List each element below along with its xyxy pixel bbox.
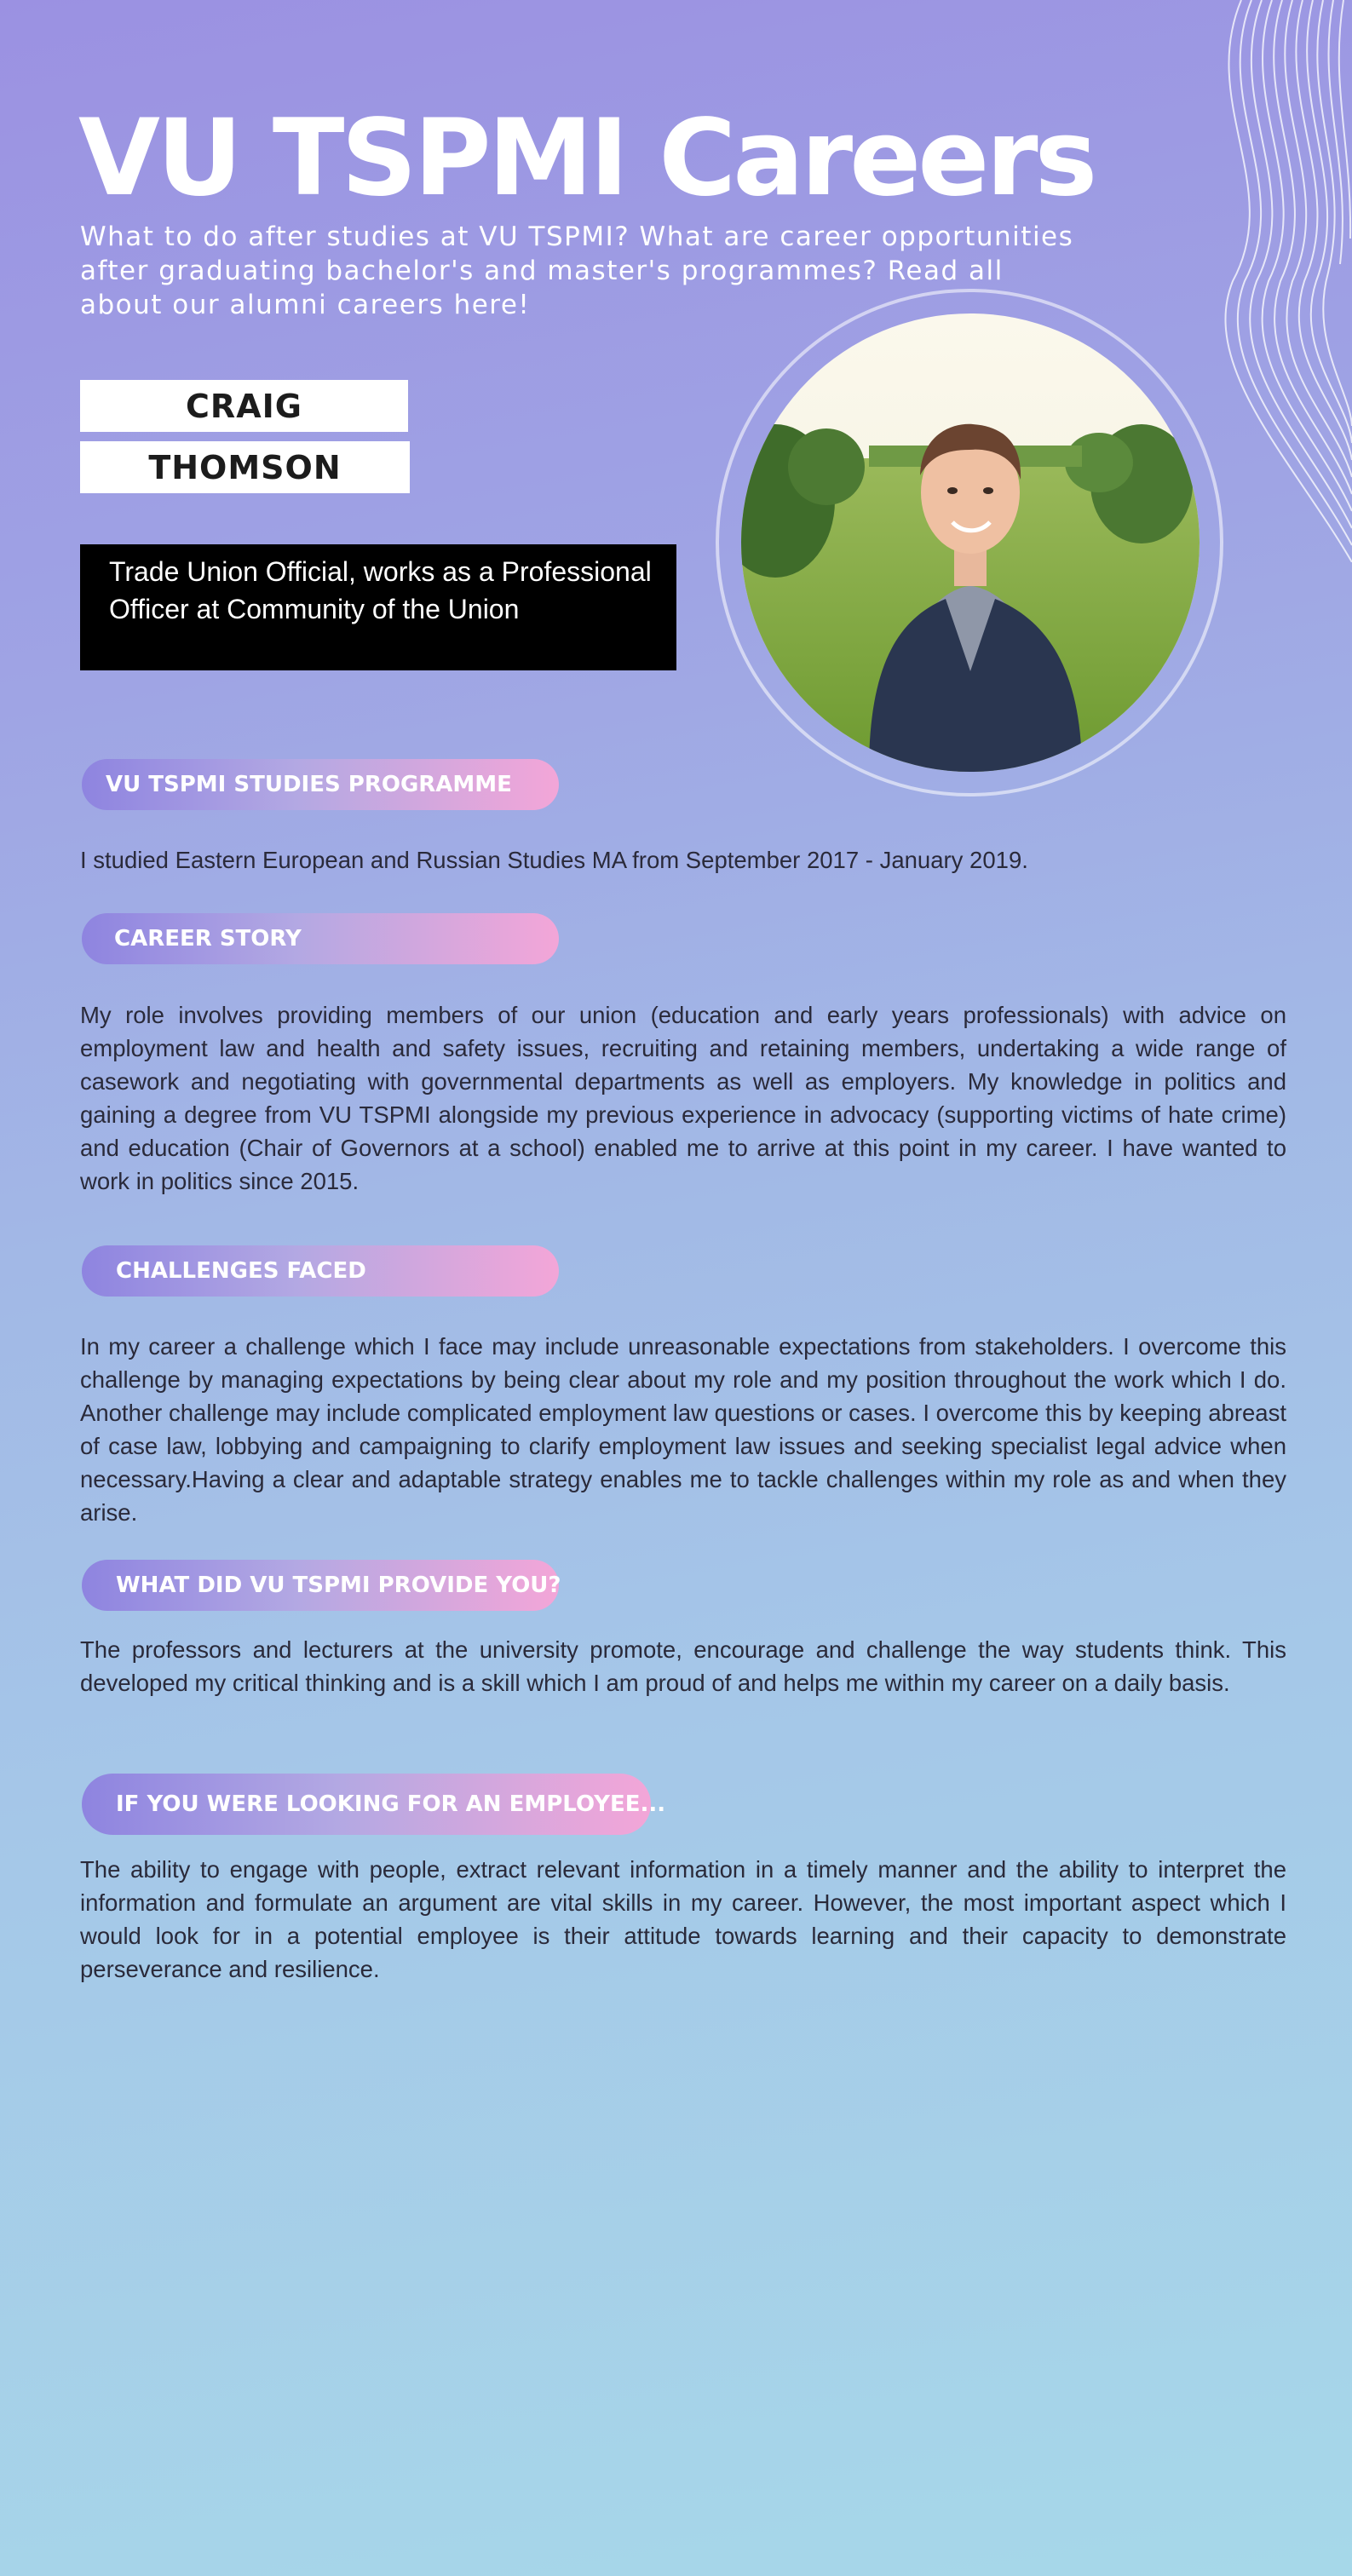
section-heading-career-story: CAREER STORY xyxy=(82,913,559,964)
last-name-label: THOMSON xyxy=(80,441,410,493)
section-heading-what-vu-tspmi-provided: WHAT DID VU TSPMI PROVIDE YOU? xyxy=(82,1560,559,1611)
section-heading-challenges-faced: CHALLENGES FACED xyxy=(82,1245,559,1297)
page-subtitle: What to do after studies at VU TSPMI? What are career opportunities after graduating bachelor's and master's programmes? Read all about our alumni careers here! xyxy=(80,221,1074,320)
section-text-what-vu-tspmi-provided: The professors and lecturers at the university promote, encourage and challenge the way students think. This developed my critical thinking and is a skill which I am proud of and helps me within my career on a daily basis. xyxy=(80,1636,1286,1696)
page-title: VU TSPMI Careers xyxy=(78,97,1095,220)
section-text-studies-programme: I studied Eastern European and Russian Studies MA from September 2017 - January 2019. xyxy=(80,847,1028,873)
section-text-challenges-faced: In my career a challenge which I face may include unreasonable expectations from stakeholders. I overcome this challenge by managing expectations by being clear about my role and my position throughout the work which I do. Another challenge may include complicated employment law questions or cases. I overcome this by keeping abreast of case law, lobbying and campaigning to clarify employment law issues and seeking specialist legal advice when necessary.Having a clear and adaptable strategy enables me to tackle challenges within my role as and when they arise. xyxy=(80,1333,1286,1526)
first-name-label: CRAIG xyxy=(80,380,408,432)
section-heading-studies-programme: VU TSPMI STUDIES PROGRAMME xyxy=(82,759,559,810)
section-text-looking-for-employee: The ability to engage with people, extract relevant information in a timely manner and the ability to interpret the information and formulate an argument are vital skills in my career. However, the most important aspect which I would look for in a potential employee is their attitude towards learning and their capacity to demonstrate perseverance and resilience. xyxy=(80,1856,1286,1982)
section-heading-looking-for-employee: IF YOU WERE LOOKING FOR AN EMPLOYEE... xyxy=(82,1774,651,1835)
job-role-box: Trade Union Official, works as a Professional Officer at Community of the Union xyxy=(80,544,676,670)
profile-photo xyxy=(741,313,1200,772)
section-text-career-story: My role involves providing members of our union (education and early years professionals) with advice on employment law and health and safety issues, recruiting and retaining members, undertaking a wide range of casework and negotiating with governmental departments as well as employers. My knowledge in politics and gaining a degree from VU TSPMI alongside my previous experience in advocacy (supporting victims of hate crime) and education (Chair of Governors at a school) enabled me to arrive at this point in my career. I have wanted to work in politics since 2015. xyxy=(80,1002,1286,1194)
